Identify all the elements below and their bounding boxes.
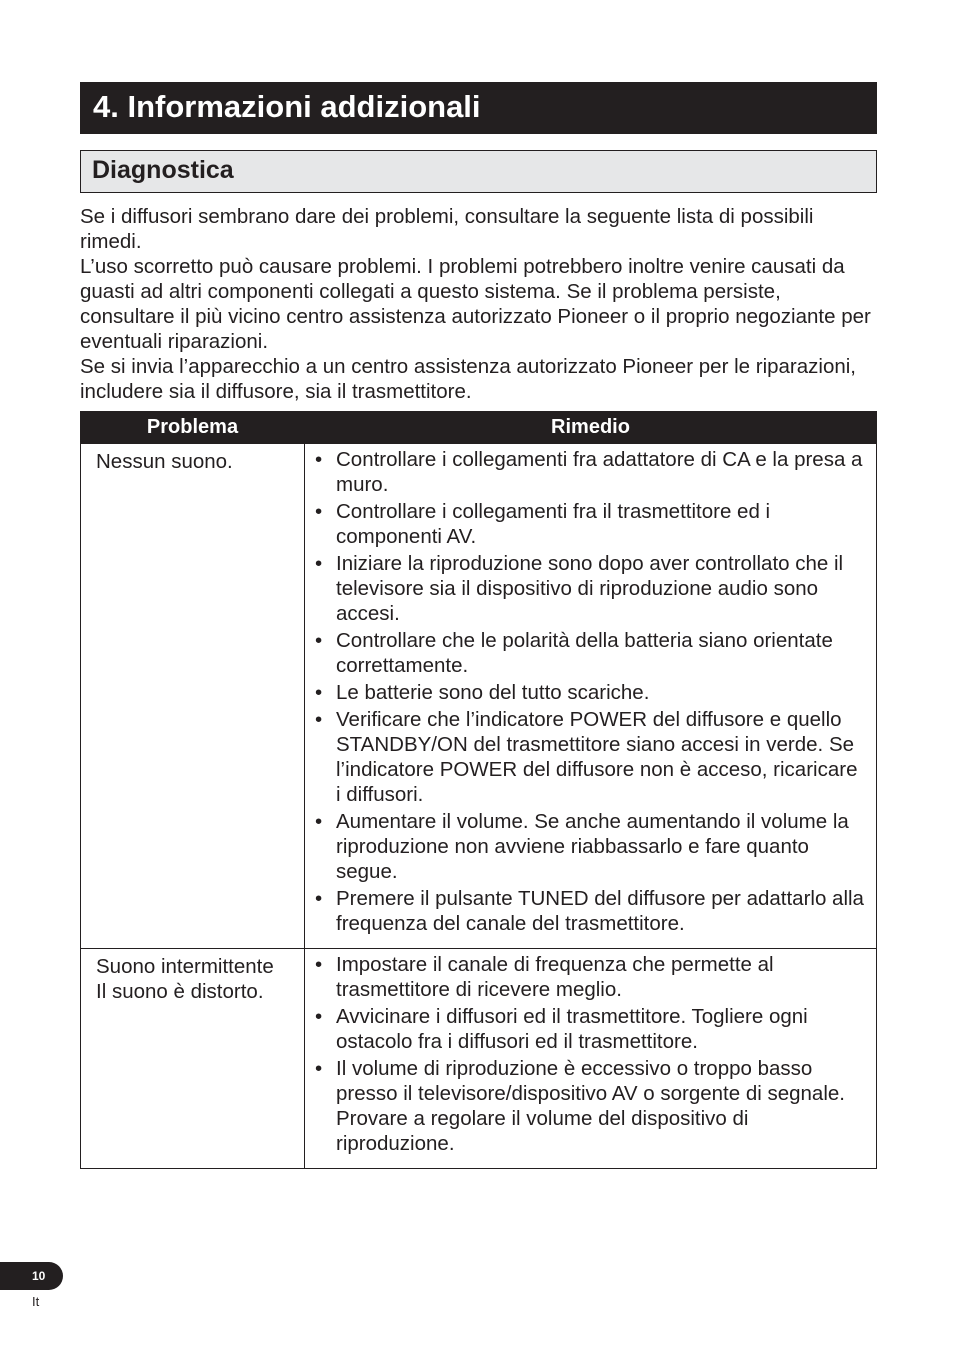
remedy-item (313, 707, 864, 807)
table-row (81, 949, 877, 1169)
remedy-item (313, 886, 864, 936)
header-problem: Problema (81, 412, 305, 444)
table-header-row (81, 412, 877, 444)
page-number-tab (0, 1262, 63, 1290)
bullet: • (315, 1005, 323, 1028)
remedy-list (313, 952, 864, 1156)
problem-cell (81, 444, 305, 949)
page-number: 10 (32, 1269, 46, 1283)
remedy-text: Il volume di riproduzione è eccessivo o troppo basso presso il televisore/dispositivo AV o sorgente di segnale. Provare a regolare il volume del dispositivo di riproduzione. (336, 1057, 845, 1155)
section-title: Diagnostica (80, 150, 877, 193)
bullet: • (315, 629, 323, 652)
remedy-cell (305, 949, 877, 1169)
intro-paragraph: Se i diffusori sembrano dare dei problemi, consultare la seguente lista di possibili rimedi. (80, 205, 814, 253)
intro-text (80, 204, 880, 404)
remedy-item (313, 952, 864, 1002)
remedy-text: Aumentare il volume. Se anche aumentando il volume la riproduzione non avviene riabbassarlo e fare quanto segue. (336, 810, 849, 883)
bullet: • (315, 708, 323, 731)
remedy-item (313, 499, 864, 549)
intro-paragraph: L’uso scorretto può causare problemi. I problemi potrebbero inoltre venire causati da guasti ad altri componenti collegati a questo sistema. Se il problema persiste, consultare il più vicino centro assistenza autorizzato Pioneer o il proprio negoziante per eventuali riparazioni. (80, 255, 871, 353)
remedy-text: Controllare che le polarità della batteria siano orientate correttamente. (336, 629, 833, 677)
chapter-title: 4. Informazioni addizionali (80, 82, 877, 134)
problem-text: Suono intermittente (96, 955, 274, 978)
troubleshooting-table (80, 411, 877, 1169)
remedy-text: Le batterie sono del tutto scariche. (336, 681, 650, 704)
remedy-item (313, 680, 864, 705)
remedy-text: Controllare i collegamenti fra adattatore di CA e la presa a muro. (336, 448, 863, 496)
problem-text: Nessun suono. (96, 450, 233, 473)
remedy-text: Controllare i collegamenti fra il trasmettitore ed i componenti AV. (336, 500, 771, 548)
bullet: • (315, 810, 323, 833)
language-code: It (32, 1294, 40, 1309)
bullet: • (315, 448, 323, 471)
intro-paragraph: Se si invia l’apparecchio a un centro assistenza autorizzato Pioneer per le riparazioni, includere sia il diffusore, sia il trasmettitore. (80, 355, 857, 403)
bullet: • (315, 887, 323, 910)
remedy-item (313, 1056, 864, 1156)
remedy-text: Verificare che l’indicatore POWER del diffusore e quello STANDBY/ON del trasmettitore siano accesi in verde. Se l’indicatore POWER del diffusore non è acceso, ricaricare i diffusori. (336, 708, 858, 806)
remedy-item (313, 551, 864, 626)
bullet: • (315, 953, 323, 976)
bullet: • (315, 681, 323, 704)
remedy-text: Premere il pulsante TUNED del diffusore per adattarlo alla frequenza del canale del trasmettitore. (336, 887, 864, 935)
table-row (81, 444, 877, 949)
bullet: • (315, 500, 323, 523)
problem-cell (81, 949, 305, 1169)
problem-text: Il suono è distorto. (96, 980, 264, 1003)
remedy-cell (305, 444, 877, 949)
remedy-text: Impostare il canale di frequenza che permette al trasmettitore di ricevere meglio. (336, 953, 774, 1001)
bullet: • (315, 552, 323, 575)
remedy-text: Avvicinare i diffusori ed il trasmettitore. Togliere ogni ostacolo fra i diffusori ed il trasmettitore. (336, 1005, 808, 1053)
remedy-text: Iniziare la riproduzione sono dopo aver controllato che il televisore sia il dispositivo di riproduzione audio sono accesi. (336, 552, 844, 625)
remedy-item (313, 447, 864, 497)
remedy-list (313, 447, 864, 936)
header-remedy: Rimedio (305, 412, 877, 444)
remedy-item (313, 1004, 864, 1054)
bullet: • (315, 1057, 323, 1080)
remedy-item (313, 628, 864, 678)
remedy-item (313, 809, 864, 884)
